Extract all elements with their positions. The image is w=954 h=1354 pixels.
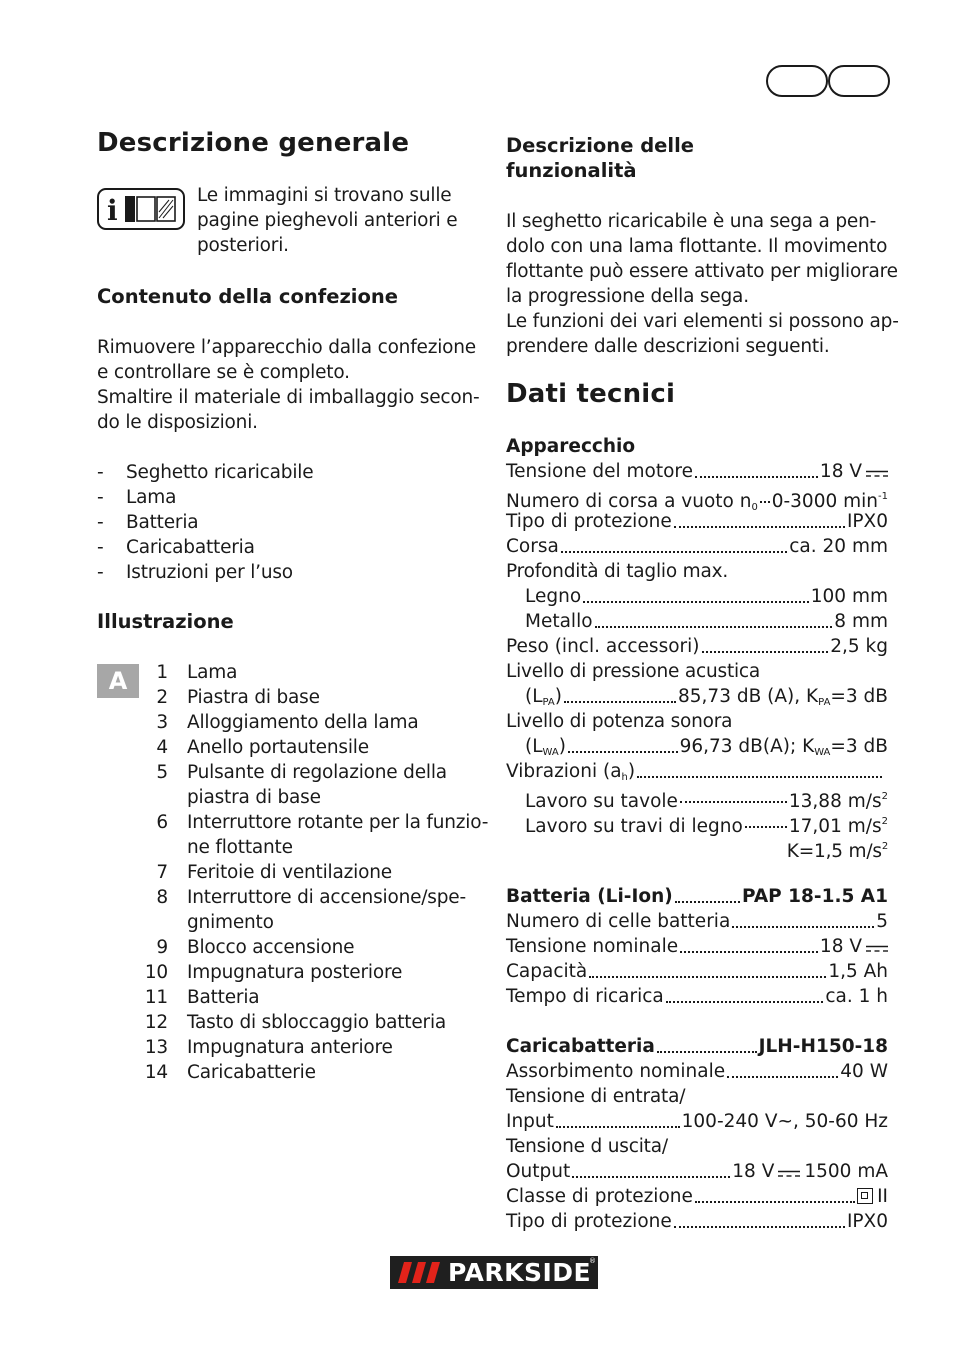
spec-value: IPX0 bbox=[846, 1211, 888, 1232]
subscript: h bbox=[621, 772, 628, 783]
spec-label: Output bbox=[506, 1161, 571, 1182]
country-badge-right bbox=[828, 65, 890, 97]
logo-wordmark: PARKSIDE bbox=[448, 1258, 592, 1287]
spec-value: 8 mm bbox=[834, 611, 888, 632]
list-bullet: - bbox=[97, 487, 104, 508]
illustration-item-label: Piastra di base bbox=[187, 687, 320, 708]
illustration-item-label: ne flottante bbox=[187, 837, 293, 858]
spec-label: Assorbimento nominale bbox=[506, 1061, 726, 1082]
spec-value: 100-240 V~, 50-60 Hz bbox=[681, 1111, 888, 1132]
illustration-item-label: gnimento bbox=[187, 912, 274, 933]
spec-value: 1,5 Ah bbox=[828, 961, 888, 982]
illustration-item-label: Alloggiamento della lama bbox=[187, 712, 419, 733]
list-item: Istruzioni per l’uso bbox=[126, 562, 293, 583]
info-text-line: Le immagini si trovano sulle bbox=[197, 185, 452, 206]
spec-lwa bbox=[525, 734, 888, 759]
spec-value: 18 V bbox=[819, 461, 862, 482]
spec-value: JLH-H150-18 bbox=[758, 1036, 888, 1057]
illustration-item-label: Caricabatterie bbox=[187, 1062, 316, 1083]
spec-stroke-rate bbox=[506, 484, 888, 513]
spec-label-text: ) bbox=[554, 686, 562, 707]
dc-symbol-icon bbox=[866, 945, 888, 953]
contents-text-line: Rimuovere l’apparecchio dalla confezione bbox=[97, 337, 476, 358]
info-text-line: pagine pieghevoli anteriori e bbox=[197, 210, 458, 231]
parkside-logo bbox=[390, 1256, 598, 1289]
spec-value-text: 85,73 dB (A), K bbox=[678, 686, 819, 707]
spec-label-text: (L bbox=[525, 686, 543, 707]
superscript: 2 bbox=[881, 791, 888, 802]
list-bullet: - bbox=[97, 462, 104, 483]
illustration-item-label: Feritoie di ventilazione bbox=[187, 862, 392, 883]
illustration-item-number: 9 bbox=[156, 937, 168, 958]
spec-capacity bbox=[506, 959, 888, 984]
illustration-item-label: Batteria bbox=[187, 987, 260, 1008]
illustration-item-number: 5 bbox=[156, 762, 168, 783]
spec-weight bbox=[506, 634, 888, 659]
illustration-item-number: 6 bbox=[156, 812, 168, 833]
spec-sound-pressure-label: Livello di pressione acustica bbox=[506, 661, 761, 682]
spec-label: Tensione del motore bbox=[506, 461, 693, 482]
spec-cell-count bbox=[506, 909, 888, 934]
spec-output bbox=[506, 1159, 888, 1184]
illustration-item-label: Interruttore rotante per la funzio- bbox=[187, 812, 489, 833]
spec-value: 2,5 kg bbox=[830, 636, 888, 657]
dc-symbol-icon bbox=[778, 1170, 800, 1178]
spec-protection-type bbox=[506, 509, 888, 534]
spec-label: Tipo di protezione bbox=[506, 511, 672, 532]
illustration-item-number: 8 bbox=[156, 887, 168, 908]
illustration-item-number: 11 bbox=[144, 987, 168, 1008]
spec-k-value bbox=[782, 834, 888, 864]
spec-label: Numero di celle batteria bbox=[506, 911, 731, 932]
spec-metal-depth bbox=[525, 609, 888, 634]
illustration-item-label: Pulsante di regolazione della bbox=[187, 762, 447, 783]
spec-vibration-beams bbox=[525, 809, 888, 837]
list-item: Caricabatteria bbox=[126, 537, 255, 558]
spec-value bbox=[857, 1184, 888, 1209]
spec-nominal-voltage bbox=[506, 934, 888, 959]
spec-value: 5 bbox=[876, 911, 888, 932]
spec-label: Tempo di ricarica bbox=[506, 986, 664, 1007]
illustration-item-number: 14 bbox=[144, 1062, 168, 1083]
spec-label-text: (L bbox=[525, 736, 543, 757]
spec-label-text: Numero di corsa a vuoto n bbox=[506, 491, 752, 512]
superscript: 2 bbox=[881, 816, 888, 827]
subscript: PA bbox=[818, 697, 831, 708]
spec-value: ca. 20 mm bbox=[789, 536, 888, 557]
spec-label: Tipo di protezione bbox=[506, 1211, 672, 1232]
section-title-technical-data: Dati tecnici bbox=[506, 379, 676, 409]
spec-label-text: ) bbox=[558, 736, 566, 757]
subscript: WA bbox=[542, 747, 559, 758]
spec-value-text: 96,73 dB(A); K bbox=[679, 736, 815, 757]
spec-label: Classe di protezione bbox=[506, 1186, 693, 1207]
heading-device: Apparecchio bbox=[506, 436, 636, 457]
heading-functions-line: funzionalità bbox=[506, 159, 637, 182]
spec-value: 18 V bbox=[819, 936, 862, 957]
illustration-item-label: Anello portautensile bbox=[187, 737, 369, 758]
language-badges bbox=[766, 65, 890, 99]
info-book-icon bbox=[97, 188, 185, 230]
spec-label: Corsa bbox=[506, 536, 559, 557]
contents-text-line: e controllare se è completo. bbox=[97, 362, 350, 383]
spec-label-text: Vibrazioni (a bbox=[506, 761, 622, 782]
svg-text:i: i bbox=[107, 194, 118, 227]
subscript: PA bbox=[542, 697, 555, 708]
spec-label: Metallo bbox=[525, 611, 593, 632]
info-text-line: posteriori. bbox=[197, 235, 289, 256]
heading-package-contents: Contenuto della confezione bbox=[97, 285, 398, 308]
spec-vibration bbox=[506, 759, 884, 784]
spec-lpa bbox=[525, 684, 888, 709]
illustration-item-number: 12 bbox=[144, 1012, 168, 1033]
superscript: 2 bbox=[881, 841, 888, 852]
country-badge-left bbox=[766, 65, 828, 97]
heading-illustration: Illustrazione bbox=[97, 610, 234, 633]
spec-protection-type-charger bbox=[506, 1209, 888, 1234]
list-item: Batteria bbox=[126, 512, 199, 533]
illustration-item-label: Blocco accensione bbox=[187, 937, 355, 958]
spec-motor-voltage bbox=[506, 459, 888, 484]
contents-text-line: do le disposizioni. bbox=[97, 412, 258, 433]
heading-functions-line: Descrizione delle bbox=[506, 134, 694, 157]
spec-output-heading: Tensione d uscita/ bbox=[506, 1136, 668, 1157]
superscript: -1 bbox=[878, 491, 888, 502]
logo-stripes-icon bbox=[394, 1256, 446, 1289]
spec-battery-heading bbox=[506, 884, 888, 909]
functions-text-line: flottante può essere attivato per migliorare bbox=[506, 261, 898, 282]
list-bullet: - bbox=[97, 512, 104, 533]
illustration-item-number: 4 bbox=[156, 737, 168, 758]
spec-value-text: K=1,5 m/s bbox=[786, 841, 882, 862]
list-item: Lama bbox=[126, 487, 177, 508]
contents-text-line: Smaltire il materiale di imballaggio secon- bbox=[97, 387, 480, 408]
registered-mark: ® bbox=[589, 1257, 596, 1265]
spec-value: 18 V bbox=[732, 1161, 775, 1182]
illustration-item-number: 10 bbox=[144, 962, 168, 983]
subscript: 0 bbox=[751, 502, 758, 513]
functions-text-line: dolo con una lama flottante. Il movimento bbox=[506, 236, 888, 257]
illustration-item-label: Impugnatura posteriore bbox=[187, 962, 403, 983]
spec-label: Capacità bbox=[506, 961, 588, 982]
illustration-item-label: piastra di base bbox=[187, 787, 321, 808]
spec-input bbox=[506, 1109, 888, 1134]
list-bullet: - bbox=[97, 537, 104, 558]
illustration-item-label: Lama bbox=[187, 662, 238, 683]
spec-label: Lavoro su travi di legno bbox=[525, 816, 743, 837]
spec-label-text: ) bbox=[627, 761, 636, 782]
spec-value: 1500 mA bbox=[804, 1161, 888, 1182]
spec-label: Batteria (Li-Ion) bbox=[506, 886, 673, 907]
spec-label: Peso (incl. accessori) bbox=[506, 636, 700, 657]
figure-label: A bbox=[97, 664, 139, 698]
functions-text-line: Le funzioni dei vari elementi si possono ap- bbox=[506, 311, 899, 332]
illustration-item-number: 2 bbox=[156, 687, 168, 708]
spec-input-heading: Tensione di entrata/ bbox=[506, 1086, 686, 1107]
spec-label: Tensione nominale bbox=[506, 936, 679, 957]
spec-protection-class bbox=[506, 1184, 888, 1209]
functions-text-line: Il seghetto ricaricabile è una sega a pen- bbox=[506, 211, 877, 232]
spec-label: Legno bbox=[525, 586, 582, 607]
spec-label: Lavoro su tavole bbox=[525, 791, 678, 812]
spec-value-text: 13,88 m/s bbox=[788, 791, 882, 812]
spec-charge-time bbox=[506, 984, 888, 1009]
illustration-item-number: 1 bbox=[156, 662, 168, 683]
spec-stroke bbox=[506, 534, 888, 559]
section-title-general-description: Descrizione generale bbox=[97, 128, 410, 158]
spec-nominal-power bbox=[506, 1059, 888, 1084]
list-item: Seghetto ricaricabile bbox=[126, 462, 314, 483]
spec-value: ca. 1 h bbox=[825, 986, 888, 1007]
spec-value: 100 mm bbox=[810, 586, 888, 607]
spec-value: 40 W bbox=[840, 1061, 888, 1082]
spec-value-text: 17,01 m/s bbox=[788, 816, 882, 837]
illustration-item-number: 7 bbox=[156, 862, 168, 883]
illustration-item-label: Tasto di sbloccaggio batteria bbox=[187, 1012, 447, 1033]
spec-max-depth-label: Profondità di taglio max. bbox=[506, 561, 729, 582]
spec-label: Caricabatteria bbox=[506, 1036, 655, 1057]
spec-value-text: =3 dB bbox=[830, 736, 888, 757]
functions-text-line: la progressione della sega. bbox=[506, 286, 749, 307]
illustration-item-number: 3 bbox=[156, 712, 168, 733]
spec-value: PAP 18-1.5 A1 bbox=[741, 886, 888, 907]
spec-vibration-tables bbox=[525, 784, 888, 812]
spec-value-text: 0-3000 min bbox=[771, 491, 879, 512]
list-bullet: - bbox=[97, 562, 104, 583]
spec-label: Input bbox=[506, 1111, 554, 1132]
spec-value: IPX0 bbox=[846, 511, 888, 532]
protection-class-ii-icon bbox=[857, 1188, 873, 1204]
spec-charger-heading bbox=[506, 1034, 888, 1059]
illustration-item-label: Interruttore di accensione/spe- bbox=[187, 887, 466, 908]
spec-sound-power-label: Livello di potenza sonora bbox=[506, 711, 733, 732]
illustration-item-number: 13 bbox=[144, 1037, 168, 1058]
dc-symbol-icon bbox=[866, 470, 888, 478]
subscript: WA bbox=[814, 747, 831, 758]
functions-text-line: prendere dalle descrizioni seguenti. bbox=[506, 336, 830, 357]
spec-value-text: II bbox=[877, 1186, 888, 1207]
illustration-item-label: Impugnatura anteriore bbox=[187, 1037, 393, 1058]
spec-value-text: =3 dB bbox=[830, 686, 888, 707]
spec-wood-depth bbox=[525, 584, 888, 609]
